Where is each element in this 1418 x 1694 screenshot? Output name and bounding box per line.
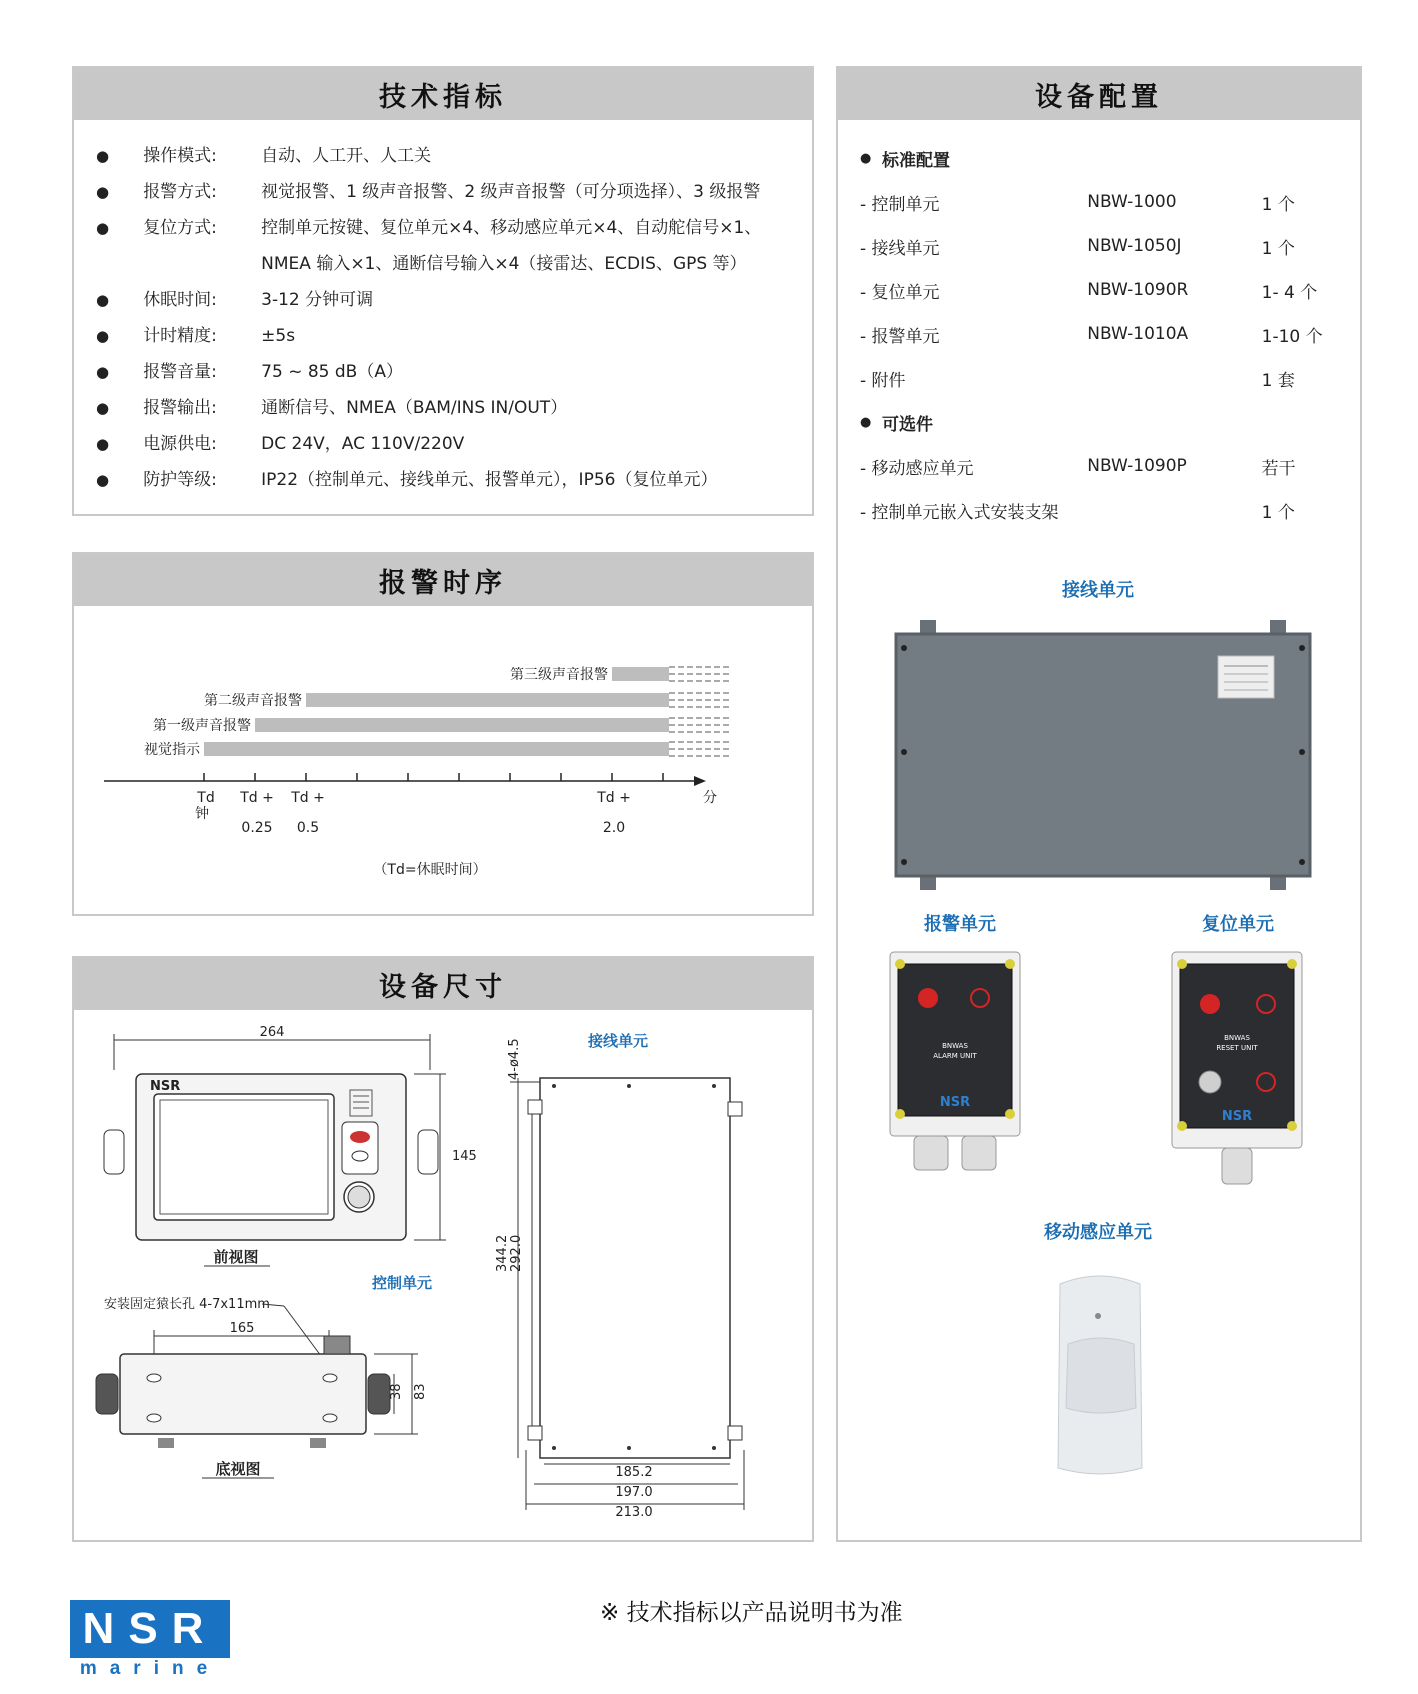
spec-value: 控制单元按键、复位单元×4、移动感应单元×4、自动舵信号×1、 xyxy=(261,218,762,238)
junction-drawing xyxy=(495,1032,744,1520)
tick-label-bottom: 0.5 xyxy=(296,820,320,836)
dimensions-panel xyxy=(72,956,814,1542)
timing-bar xyxy=(204,742,669,756)
config-qty: 1- 4 个 xyxy=(1261,282,1318,303)
spec-label: 防护等级: xyxy=(143,470,217,490)
slot-note: 安装固定猿长孔 4-7x11mm xyxy=(104,1297,270,1312)
spec-label: 复位方式: xyxy=(143,218,217,238)
config-qty: 1 个 xyxy=(1261,194,1295,215)
timing-bar-label: 第二级声音报警 xyxy=(204,693,302,709)
config-model: NBW-1000 xyxy=(1087,192,1177,212)
config-name: - 附件 xyxy=(860,370,906,391)
timing-bar xyxy=(612,667,669,681)
width3-label: 213.0 xyxy=(615,1505,653,1520)
axis-unit-label: 分 xyxy=(703,790,717,806)
config-title: 设备配置 xyxy=(838,68,1360,120)
spec-title: 技术指标 xyxy=(74,68,812,120)
config-name: - 移动感应单元 xyxy=(860,458,974,479)
junction-drawing-label: 接线单元 xyxy=(588,1032,649,1050)
control-unit-label: 控制单元 xyxy=(371,1274,432,1292)
bullet-icon: ● xyxy=(96,399,110,417)
dimensions-title: 设备尺寸 xyxy=(74,958,812,1010)
photo-motion-title: 移动感应单元 xyxy=(1044,1222,1152,1243)
photo-junction-title: 接线单元 xyxy=(1062,580,1134,601)
bullet-icon xyxy=(94,246,143,282)
tick-label-bottom: 0.25 xyxy=(241,820,273,836)
hole-label: 4-ø4.5 xyxy=(507,1038,522,1080)
reset-unit-image xyxy=(1172,952,1302,1184)
spec-value: IP22（控制单元、接线单元、报警单元），IP56（复位单元） xyxy=(261,470,718,490)
spec-item xyxy=(94,246,792,282)
config-name: - 报警单元 xyxy=(860,326,940,347)
config-qty: 若干 xyxy=(1261,458,1296,479)
spec-item xyxy=(94,318,792,354)
reset-unit-logo: NSR xyxy=(1221,1109,1253,1124)
config-qty: 1 个 xyxy=(1261,238,1295,259)
photo-reset-title: 复位单元 xyxy=(1202,914,1274,935)
config-qty: 1 套 xyxy=(1261,370,1295,391)
alarm-unit-image xyxy=(890,952,1020,1170)
front-logo: NSR xyxy=(150,1079,181,1094)
bottom-width-label: 165 xyxy=(229,1321,255,1336)
spec-list xyxy=(74,120,812,498)
junction-box-image xyxy=(896,620,1310,890)
tick-label-bottom: 2.0 xyxy=(602,820,626,836)
config-model: NBW-1010A xyxy=(1087,324,1189,344)
bullet-icon: ● xyxy=(96,363,110,381)
bullet-icon: ● xyxy=(96,291,110,309)
bottom-view-caption: 底视图 xyxy=(215,1460,261,1478)
bullet-icon: ● xyxy=(96,471,110,489)
height-inner-label: 292.0 xyxy=(509,1234,524,1272)
timing-bar-label: 视觉指示 xyxy=(144,742,200,758)
config-name: - 复位单元 xyxy=(860,282,940,303)
reset-unit-text1: BNWAS xyxy=(1224,1034,1250,1042)
spec-label: 操作模式: xyxy=(143,146,217,166)
config-model: NBW-1050J xyxy=(1087,236,1182,256)
spec-item xyxy=(94,138,792,174)
front-height-label: 145 xyxy=(452,1149,477,1164)
spec-label: 报警方式: xyxy=(143,182,217,202)
spec-label xyxy=(143,246,261,282)
spec-label: 休眠时间: xyxy=(143,290,217,310)
footer-note: ※ 技术指标以产品说明书为准 xyxy=(600,1600,903,1626)
spec-item xyxy=(94,174,792,210)
bottom-view-drawing xyxy=(96,1296,428,1478)
timing-bar-label: 第三级声音报警 xyxy=(510,667,608,683)
width1-label: 185.2 xyxy=(615,1465,653,1480)
config-panel xyxy=(836,66,1362,1542)
alarm-unit-text1: BNWAS xyxy=(942,1042,968,1050)
alarm-unit-logo: NSR xyxy=(939,1095,971,1110)
config-model: NBW-1090R xyxy=(1087,280,1189,300)
spec-item xyxy=(94,462,792,498)
config-qty: 1 个 xyxy=(1261,502,1295,523)
tick-label-top: Td + xyxy=(291,790,325,806)
spec-label: 电源供电: xyxy=(143,434,217,454)
spec-item xyxy=(94,426,792,462)
bullet-icon: ● xyxy=(96,327,110,345)
tick-label-sub: 钟 xyxy=(195,806,209,822)
spec-item xyxy=(94,354,792,390)
timing-bar xyxy=(255,718,669,732)
timing-note: （Td=休眠时间） xyxy=(373,862,487,878)
spec-value: 3-12 分钟可调 xyxy=(261,290,374,310)
standard-config-heading: ● 标准配置 xyxy=(860,150,950,171)
front-view-drawing xyxy=(104,1025,477,1266)
bullet-icon: ● xyxy=(96,183,110,201)
spec-value: 通断信号、NMEA（BAM/INS IN/OUT） xyxy=(261,398,568,418)
bottom-height2-label: 83 xyxy=(413,1383,428,1400)
config-qty: 1-10 个 xyxy=(1261,326,1323,347)
timing-diagram xyxy=(74,606,812,914)
timing-bar-label: 第一级声音报警 xyxy=(153,718,251,734)
alarm-unit-text2: ALARM UNIT xyxy=(933,1052,977,1060)
spec-panel xyxy=(72,66,814,516)
spec-value: 75 ~ 85 dB（A） xyxy=(261,362,403,382)
logo-sub: marine xyxy=(79,1658,221,1679)
tick-label-top: Td + xyxy=(240,790,274,806)
nsr-marine-logo xyxy=(70,1600,230,1680)
axis-arrow-icon xyxy=(694,776,706,786)
bottom-height1-label: 38 xyxy=(389,1383,404,1400)
tick-label-top: Td xyxy=(197,790,215,806)
bullet-icon: ● xyxy=(96,147,110,165)
timing-bar xyxy=(306,693,669,707)
spec-value: 自动、人工开、人工关 xyxy=(261,146,432,166)
spec-label: 计时精度: xyxy=(143,326,217,346)
height-outer-label: 344.2 xyxy=(495,1234,510,1272)
logo-main: NSR xyxy=(70,1600,230,1658)
config-model: NBW-1090P xyxy=(1087,456,1187,476)
bullet-icon: ● xyxy=(96,219,110,237)
width2-label: 197.0 xyxy=(615,1485,653,1500)
reset-unit-text2: RESET UNIT xyxy=(1216,1044,1258,1052)
spec-value: DC 24V，AC 110V/220V xyxy=(261,434,465,454)
spec-item xyxy=(94,210,792,246)
spec-label: 报警音量: xyxy=(143,362,217,382)
front-view-caption: 前视图 xyxy=(213,1248,259,1266)
spec-item xyxy=(94,282,792,318)
optional-heading: ● 可选件 xyxy=(860,414,933,435)
timing-title: 报警时序 xyxy=(74,554,812,606)
spec-label: 报警输出: xyxy=(143,398,217,418)
config-name: - 接线单元 xyxy=(860,238,940,259)
spec-value: NMEA 输入×1、通断信号输入×4（接雷达、ECDIS、GPS 等） xyxy=(261,254,747,274)
bullet-icon: ● xyxy=(96,435,110,453)
spec-value: 视觉报警、1 级声音报警、2 级声音报警（可分项选择）、3 级报警 xyxy=(261,182,761,202)
photo-alarm-title: 报警单元 xyxy=(924,914,996,935)
spec-value: ±5s xyxy=(261,326,296,346)
tick-label-top: Td + xyxy=(597,790,631,806)
config-name: - 控制单元嵌入式安装支架 xyxy=(860,502,1059,523)
spec-item xyxy=(94,390,792,426)
product-illustrations xyxy=(838,68,1360,1540)
config-name: - 控制单元 xyxy=(860,194,940,215)
motion-sensor-image xyxy=(1058,1276,1142,1474)
timing-panel xyxy=(72,552,814,916)
front-width-label: 264 xyxy=(259,1025,285,1040)
dimension-drawings xyxy=(74,1010,812,1540)
